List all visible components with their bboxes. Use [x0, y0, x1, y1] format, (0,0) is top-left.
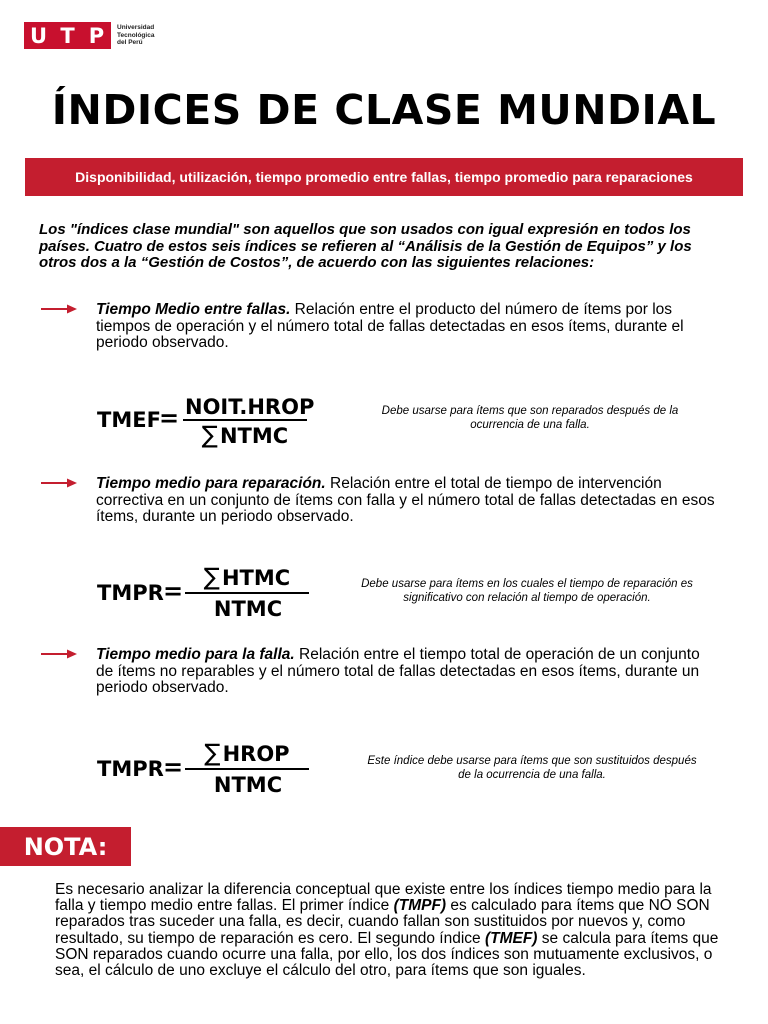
item-tmpf-description — [96, 647, 716, 697]
item-lead: Tiempo medio para la falla. — [96, 646, 295, 663]
utp-logo — [24, 22, 154, 49]
logo-line-1: Universidad — [117, 24, 155, 32]
page-title: ÍNDICES DE CLASE MUNDIAL — [51, 86, 717, 134]
formula-lhs: TMPR — [97, 581, 164, 605]
formula-denominator — [183, 421, 307, 449]
logo-letter-box — [24, 22, 111, 49]
logo-line-2: Tecnológica — [117, 31, 155, 39]
item-text: Relación entre el tiempo total de operación de un conjunto de ítems no reparables y el número total de fallas detectadas en esos ítems, durante un periodo observado. — [96, 646, 700, 696]
logo-university-name — [117, 24, 154, 47]
formula-denominator — [185, 594, 309, 622]
logo-line-3: del Perú — [117, 39, 143, 47]
sigma-symbol: ∑ — [201, 421, 218, 449]
item-tmpr-description — [96, 476, 716, 526]
arrow-right-icon — [41, 304, 77, 314]
nota-text-part: Es necesario analizar la diferencia conceptual que existe entre los índices tiempo medio para la falla y tiempo medio entre fallas. El primer índice — [55, 881, 712, 915]
subtitle-banner: Disponibilidad, utilización, tiempo promedio entre fallas, tiempo promedio para reparaciones — [25, 158, 743, 196]
formula-numerator — [185, 563, 309, 591]
formula-note: Debe usarse para ítems en los cuales el tiempo de reparación es significativo con relación al tiempo de operación. — [361, 578, 693, 604]
numerator-text: NOIT.HROP — [185, 395, 315, 419]
intro-paragraph: Los "índices clase mundial" son aquellos que son usados con igual expresión en todos los países. Cuatro de estos seis índices se refieren al “Análisis de la Gestión de Equipos” y los otros dos a la “Gestión de Costos”, de acuerdo con las siguientes relaciones: — [39, 221, 692, 271]
formula-tmef — [97, 390, 357, 450]
formula-lhs: TMEF — [97, 408, 161, 432]
item-text: Relación entre el total de tiempo de intervención correctiva en un conjunto de ítems con falla y el número total de fallas detectadas en esos ítems, durante un periodo observado. — [96, 475, 715, 525]
nota-label: NOTA: — [0, 827, 131, 866]
denominator-text: NTMC — [219, 424, 289, 448]
denominator-text: NTMC — [213, 773, 283, 797]
formula-note: Este índice debe usarse para ítems que son sustituidos después de la ocurrencia de una falla. — [367, 755, 697, 781]
arrow-right-icon — [41, 478, 77, 488]
nota-emphasis-tmef: (TMEF) — [484, 929, 538, 947]
formula-numerator — [183, 392, 315, 420]
numerator-text: HTMC — [221, 566, 291, 590]
formula-tmpr — [97, 563, 357, 623]
sigma-symbol: ∑ — [203, 563, 220, 591]
formula-denominator — [185, 770, 309, 798]
sigma-symbol: ∑ — [204, 739, 221, 767]
nota-paragraph — [55, 882, 720, 979]
formula-note: Debe usarse para ítems que son reparados después de la ocurrencia de una falla. — [381, 405, 679, 431]
nota-emphasis-tmpf: (TMPF) — [393, 897, 447, 915]
nota-text-part: se calcula para ítems que SON reparados cuando ocurre una falla, por ello, los dos índices son mutuamente exclusivos, o sea, el cálculo de uno excluye el cálculo del otro, para ítems que son iguales. — [55, 929, 719, 980]
item-tmef-description — [96, 302, 716, 352]
nota-text-part: es calculado para ítems que NO SON reparados tras suceder una falla, es decir, cuando fallan son sustituidos por nuevos y, como resultado, su tiempo de reparación es cero. El segundo índice — [55, 897, 710, 947]
formula-equals: = — [159, 404, 180, 432]
formula-tmpf — [97, 739, 357, 799]
logo-letter-p: P — [88, 23, 105, 48]
formula-equals: = — [163, 577, 184, 605]
item-lead: Tiempo Medio entre fallas. — [96, 301, 291, 318]
formula-equals: = — [163, 753, 184, 781]
formula-lhs: TMPR — [97, 757, 164, 781]
arrow-right-icon — [41, 649, 77, 659]
item-lead: Tiempo medio para reparación. — [96, 475, 326, 492]
logo-letter-u: U — [29, 23, 48, 48]
formula-numerator — [185, 739, 309, 767]
denominator-text: NTMC — [213, 597, 283, 621]
numerator-text: HROP — [222, 742, 290, 766]
item-text: Relación entre el producto del número de ítems por los tiempos de operación y el número total de fallas detectadas en esos ítems, durante el periodo observado. — [96, 301, 684, 351]
logo-letter-t: T — [60, 23, 75, 48]
